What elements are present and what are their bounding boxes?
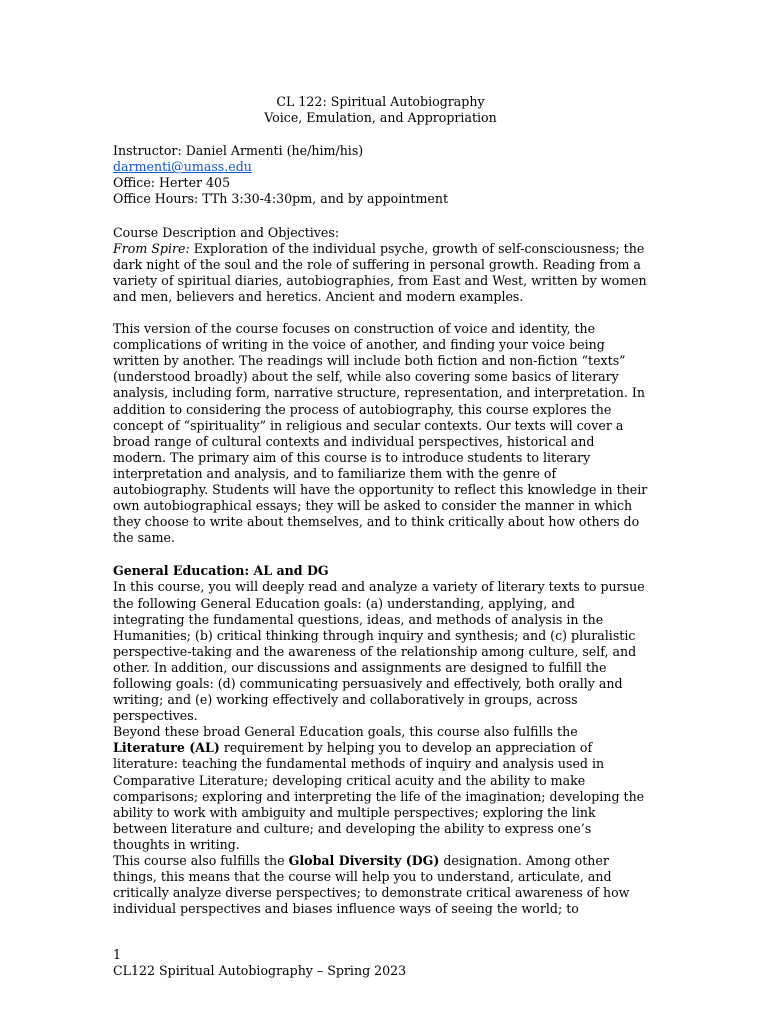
office-location: Office: Herter 405 <box>113 175 231 191</box>
global-diversity-text-before: This course also fulfills the <box>113 853 289 869</box>
gen-ed-heading: General Education: AL and DG <box>113 563 329 579</box>
page-footer <box>113 947 648 979</box>
instructor-email-link[interactable]: darmenti@umass.edu <box>113 159 252 175</box>
literature-text-after: requirement by helping you to develop an appreciation of literature: teaching the fundamental methods of inquiry and analysis used in Comparative Literature; developing critical acuity and the ability to make comparisons; exploring and interpreting the life of the imagination; developing the ability to work with ambiguity and multiple perspectives; exploring the link between literature and culture; and developing the ability to express one’s thoughts in writing. <box>113 740 645 852</box>
global-diversity-text-after: designation. Among other things, this means that the course will help you to understand, articulate, and critically analyze diverse perspectives; to demonstrate critical awareness of how individual perspectives and biases influence ways of seeing the world; to <box>113 853 630 917</box>
global-diversity-paragraph <box>113 853 648 917</box>
document-body <box>113 94 648 917</box>
course-subtitle: Voice, Emulation, and Appropriation <box>264 110 497 126</box>
literature-paragraph <box>113 724 648 853</box>
course-focus-paragraph: This version of the course focuses on construction of voice and identity, the complications of writing in the voice of another, and finding your voice being written by another. The readings will include both fiction and non-fiction “texts” (understood broadly) about the self, while also covering some basics of literary analysis, including form, narrative structure, representation, and interpretation. In addition to considering the process of autobiography, this course explores the concept of “spirituality” in religious and secular contexts. Our texts will cover a broad range of cultural contexts and individual perspectives, historical and modern. The primary aim of this course is to introduce students to literary interpretation and analysis, and to familiarize them with the genre of autobiography. Students will have the opportunity to reflect this knowledge in their own autobiographical essays; they will be asked to consider the manner in which they choose to write about themselves, and to think critically about how others do the same. <box>113 321 648 546</box>
office-hours: Office Hours: TTh 3:30-4:30pm, and by appointment <box>113 191 449 207</box>
spire-text: Exploration of the individual psyche, growth of self-consciousness; the dark night of the soul and the role of suffering in personal growth. Reading from a variety of spiritual diaries, autobiographies, from East and West, written by women and men, believers and heretics. Ancient and modern examples. <box>113 240 647 304</box>
course-description-heading: Course Description and Objectives: <box>113 224 340 240</box>
gen-ed-paragraph: In this course, you will deeply read and analyze a variety of literary texts to pursue the following General Education goals: (a) understanding, applying, and integrating the fundamental questions, ideas, and methods of analysis in the Humanities; (b) critical thinking through inquiry and synthesis; and (c) pluralistic perspective-taking and the awareness of the relationship among culture, self, and other. In addition, our discussions and assignments are designed to fulfill the following goals: (d) communicating persuasively and effectively, both orally and writing; and (e) working effectively and collaboratively in groups, across perspectives. <box>113 579 645 724</box>
literature-al-label: Literature (AL) <box>113 740 220 756</box>
page-number: 1 <box>113 947 122 962</box>
course-title: CL 122: Spiritual Autobiography <box>276 94 485 109</box>
spire-label: From Spire: <box>113 240 190 256</box>
literature-text-before: Beyond these broad General Education goals, this course also fulfills the <box>113 724 578 740</box>
footer-text: CL122 Spiritual Autobiography – Spring 2023 <box>113 963 407 979</box>
global-diversity-label: Global Diversity (DG) <box>288 853 440 869</box>
spire-paragraph <box>113 241 648 305</box>
instructor-name: Instructor: Daniel Armenti (he/him/his) <box>113 143 364 159</box>
